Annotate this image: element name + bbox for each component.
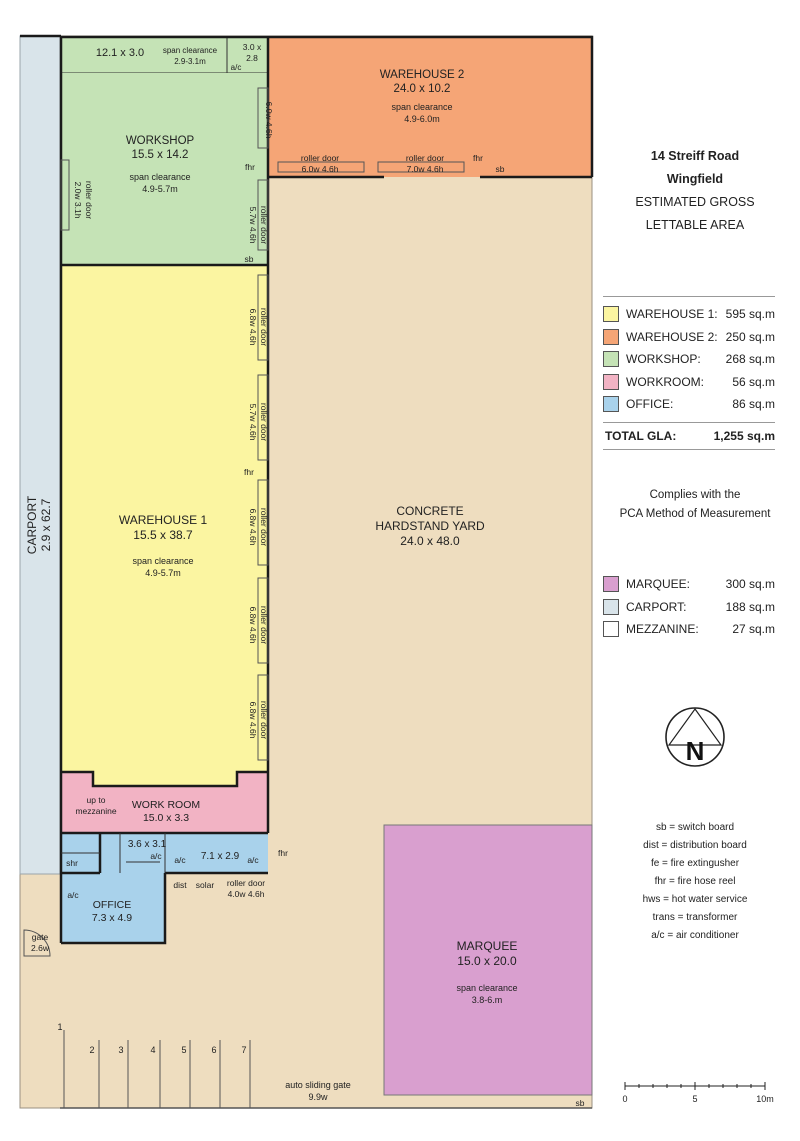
office-dims: 7.3 x 4.9 <box>91 912 133 924</box>
small-top-dims2: 2.8 <box>246 53 258 63</box>
marquee-name: MARQUEE <box>456 939 518 953</box>
marquee-dims: 15.0 x 20.0 <box>457 954 517 968</box>
legend-swatch <box>603 599 619 615</box>
workshop-left-door-dims: 2.0w 3.1h <box>73 181 83 219</box>
scale-bar <box>615 1080 785 1110</box>
legend-marquee: MARQUEE: 300 sq.m <box>603 573 775 596</box>
legend-workshop: WORKSHOP: 268 sq.m <box>603 348 775 371</box>
warehouse2-span-label: span clearance <box>391 102 453 112</box>
workroom-name: WORK ROOM <box>131 799 201 811</box>
parking-5: 5 <box>181 1045 187 1055</box>
small-top-ac: a/c <box>230 63 242 72</box>
yard-name1: CONCRETE <box>396 504 464 518</box>
gate-width: 2.6w <box>31 943 49 953</box>
carport-name: CARPORT <box>25 495 39 555</box>
warehouse2-dims: 24.0 x 10.2 <box>393 83 451 95</box>
title-gla-line1: ESTIMATED GROSS <box>635 195 755 209</box>
workshop-area <box>61 73 268 265</box>
scale-tick-10: 10m <box>756 1094 774 1104</box>
parking-2: 2 <box>89 1045 95 1055</box>
top-strip-span: 2.9-3.1m <box>174 57 206 66</box>
yard-dims: 24.0 x 48.0 <box>400 534 460 548</box>
workroom-mezz2: mezzanine <box>75 806 117 816</box>
scale-tick-0: 0 <box>622 1094 628 1104</box>
wh2-door1-label: roller door <box>300 153 340 163</box>
small-top-dims1: 3.0 x <box>242 42 262 52</box>
auto-gate-width: 9.9w <box>308 1092 328 1102</box>
legend-swatch <box>603 576 619 592</box>
carport-dims: 2.9 x 62.7 <box>39 498 53 552</box>
legend-warehouse1: WAREHOUSE 1: 595 sq.m <box>603 303 775 326</box>
legend-divider-bottom <box>603 449 775 450</box>
office-ac: a/c <box>67 890 79 900</box>
warehouse1-name: WAREHOUSE 1 <box>118 513 208 527</box>
parking-1: 1 <box>57 1022 63 1032</box>
complies-note: Complies with the PCA Method of Measurement <box>619 489 771 520</box>
title-address: 14 Streiff Road <box>650 149 740 163</box>
sb-marker-2: sb <box>244 254 254 264</box>
fhr-marker-4: fhr <box>278 848 288 858</box>
wh1-door3-label: roller door <box>259 507 269 547</box>
room71-ac2: a/c <box>247 855 259 865</box>
wh1-door5-label: roller door <box>259 700 269 740</box>
legend-swatch <box>603 351 619 367</box>
carport-area <box>20 36 60 874</box>
wh1-door1-label: roller door <box>259 307 269 347</box>
title-block <box>600 145 790 237</box>
workshop-name: WORKSHOP <box>125 135 195 147</box>
wh2-door2-dims: 7.0w 4.6h <box>406 164 444 174</box>
parking-4: 4 <box>150 1045 156 1055</box>
legend-swatch <box>603 374 619 390</box>
room36-dims: 3.6 x 3.1 <box>127 839 167 850</box>
parking-6: 6 <box>211 1045 217 1055</box>
side-door-60: 6.0w 4.6h <box>264 101 274 139</box>
title-gla-line2: LETTABLE AREA <box>645 218 745 232</box>
legend-carport: CARPORT: 188 sq.m <box>603 596 775 619</box>
legend-office: OFFICE: 86 sq.m <box>603 393 775 416</box>
sb-marker-3: sb <box>575 1098 585 1108</box>
office-name: OFFICE <box>92 899 132 911</box>
warehouse1-span: 4.9-5.7m <box>145 568 181 578</box>
legend-swatch <box>603 329 619 345</box>
wh1-door3-dims: 6.8w 4.6h <box>248 508 258 546</box>
legend-total: TOTAL GLA: 1,255 sq.m <box>605 428 775 443</box>
yard-name2: HARDSTAND YARD <box>375 519 485 533</box>
workshop-dims: 15.5 x 14.2 <box>131 149 189 161</box>
fhr-marker-1: fhr <box>245 162 255 172</box>
room71-ac1: a/c <box>174 855 186 865</box>
wh1-door5-dims: 6.8w 4.6h <box>248 701 258 739</box>
sb-marker-1: sb <box>495 164 505 174</box>
solar-label: solar <box>195 880 215 890</box>
room36-ac: a/c <box>150 851 162 861</box>
wh1-door1-dims: 6.8w 4.6h <box>248 308 258 346</box>
wh2-door2-label: roller door <box>405 153 445 163</box>
wh2-door1-dims: 6.0w 4.6h <box>301 164 339 174</box>
legend-other <box>603 573 775 641</box>
shr-label: shr <box>66 858 78 868</box>
fhr-marker-2: fhr <box>473 153 483 163</box>
warehouse1-span-label: span clearance <box>132 556 194 566</box>
marquee-span-label: span clearance <box>456 983 518 993</box>
fhr-marker-3: fhr <box>244 467 254 477</box>
legend-warehouse2: WAREHOUSE 2: 250 sq.m <box>603 326 775 349</box>
auto-gate-label: auto sliding gate <box>285 1080 351 1090</box>
workshop-span: 4.9-5.7m <box>142 184 178 194</box>
legend-swatch <box>603 621 619 637</box>
abbreviations: sb = switch board dist = distribution board fe = fire extingusher fhr = fire hose reel hws = hot water service trans = transformer a/c = air conditioner <box>642 822 748 941</box>
workroom-dims: 15.0 x 3.3 <box>142 812 190 824</box>
wh1-door2-dims: 5.7w 4.6h <box>248 403 258 441</box>
title-suburb: Wingfield <box>666 172 724 186</box>
legend-divider-top <box>603 296 775 297</box>
legend-gla <box>603 296 775 450</box>
workshop-right-door-label: roller door <box>259 205 269 245</box>
top-strip-dims: 12.1 x 3.0 <box>95 47 145 59</box>
workroom-mezz1: up to <box>86 795 106 805</box>
north-label: N <box>685 736 705 766</box>
warehouse2-span: 4.9-6.0m <box>404 114 440 124</box>
wh1-door2-label: roller door <box>259 402 269 442</box>
warehouse1-dims: 15.5 x 38.7 <box>133 528 193 542</box>
workshop-left-door-label: roller door <box>84 180 94 220</box>
workshop-right-door-dims: 5.7w 4.6h <box>248 206 258 244</box>
parking-7: 7 <box>241 1045 247 1055</box>
gate-label: gate <box>31 932 49 942</box>
workshop-span-label: span clearance <box>129 172 191 182</box>
legend-swatch <box>603 396 619 412</box>
wh1-door4-label: roller door <box>259 605 269 645</box>
marquee-span: 3.8-6.m <box>471 995 503 1005</box>
top-strip-span-label: span clearance <box>162 46 218 55</box>
bottom-door-label: roller door <box>226 878 266 888</box>
parking-3: 3 <box>118 1045 124 1055</box>
dist-label: dist <box>173 880 187 890</box>
scale-tick-5: 5 <box>692 1094 698 1104</box>
legend-mezzanine: MEZZANINE: 27 sq.m <box>603 618 775 641</box>
warehouse2-name: WAREHOUSE 2 <box>379 69 465 81</box>
legend-swatch <box>603 306 619 322</box>
north-arrow-icon <box>663 705 727 769</box>
bottom-door-dims: 4.0w 4.6h <box>227 889 265 899</box>
legend-workroom: WORKROOM: 56 sq.m <box>603 371 775 394</box>
wh1-door4-dims: 6.8w 4.6h <box>248 606 258 644</box>
room71-dims: 7.1 x 2.9 <box>200 851 240 862</box>
